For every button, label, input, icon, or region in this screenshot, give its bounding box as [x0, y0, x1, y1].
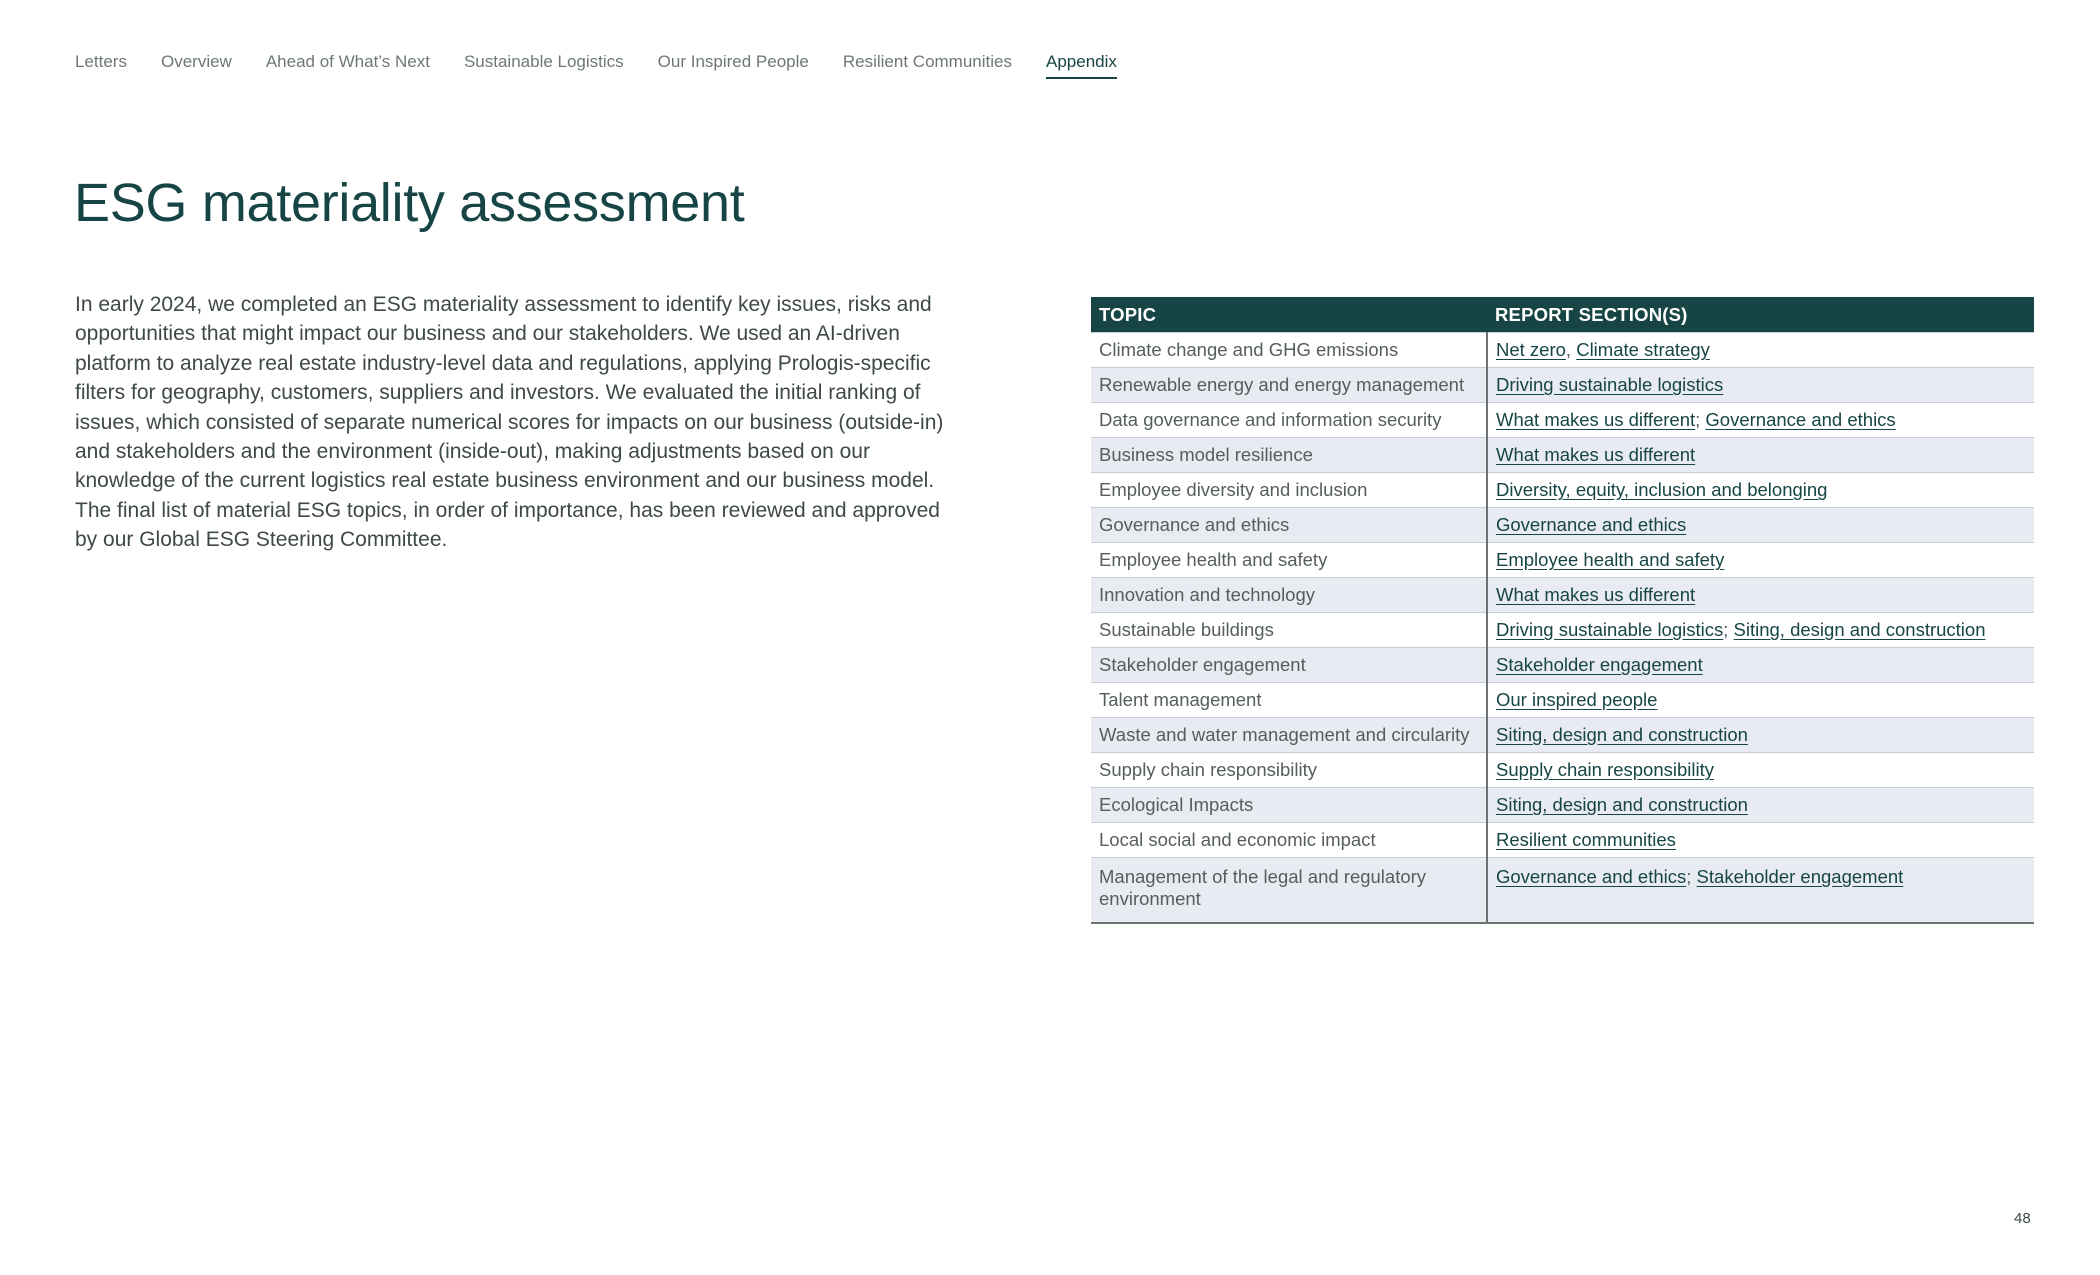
topic-cell: Data governance and information security: [1091, 403, 1487, 438]
report-section-link[interactable]: What makes us different: [1496, 409, 1696, 430]
report-section-cell: [1487, 368, 2034, 403]
report-section-cell: [1487, 648, 2034, 683]
table-header-row: [1091, 297, 2034, 333]
report-section-link[interactable]: Climate strategy: [1576, 339, 1710, 360]
report-sections-column-header: REPORT SECTION(S): [1487, 297, 2034, 333]
report-section-cell: [1487, 753, 2034, 788]
report-section-link[interactable]: Employee health and safety: [1496, 549, 1725, 570]
topic-cell: Business model resilience: [1091, 438, 1487, 473]
table-row: [1091, 613, 2034, 648]
topic-cell: Sustainable buildings: [1091, 613, 1487, 648]
table-row: [1091, 683, 2034, 718]
topic-cell: Management of the legal and regulatory environment: [1091, 858, 1487, 924]
topic-cell: Talent management: [1091, 683, 1487, 718]
table-row: [1091, 648, 2034, 683]
report-section-link[interactable]: Driving sustainable logistics: [1496, 374, 1724, 395]
report-section-cell: [1487, 683, 2034, 718]
intro-paragraph: In early 2024, we completed an ESG materiality assessment to identify key issues, risks and opportunities that might impact our business and our stakeholders. We used an AI-driven platform to analyze real estate industry-level data and regulations, applying Prologis-specific filters for geography, customers, suppliers and investors. We evaluated the initial ranking of issues, which consisted of separate numerical scores for impacts on our business (outside-in) and stakeholders and the environment (inside-out), making adjustments based on our knowledge of the current logistics real estate business environment and our business model. The final list of material ESG topics, in order of importance, has been reviewed and approved by our Global ESG Steering Committee.: [75, 293, 944, 552]
table-row: [1091, 823, 2034, 858]
report-section-cell: [1487, 613, 2034, 648]
nav-ahead-of-whats-next[interactable]: Ahead of What’s Next: [265, 52, 430, 71]
table-row: [1091, 578, 2034, 613]
table-body: [1091, 333, 2034, 924]
table-row: [1091, 543, 2034, 578]
topic-cell: Supply chain responsibility: [1091, 753, 1487, 788]
materiality-table: [1091, 297, 2034, 924]
nav-appendix[interactable]: Appendix: [1046, 52, 1117, 79]
report-section-link[interactable]: Driving sustainable logistics: [1496, 619, 1724, 640]
table-row: [1091, 508, 2034, 543]
report-section-cell: [1487, 473, 2034, 508]
report-section-link[interactable]: Stakeholder engagement: [1696, 866, 1904, 887]
topic-cell: Employee diversity and inclusion: [1091, 473, 1487, 508]
report-section-link[interactable]: Resilient communities: [1496, 829, 1676, 850]
topic-cell: Local social and economic impact: [1091, 823, 1487, 858]
report-section-link[interactable]: What makes us different: [1496, 444, 1696, 465]
table-row: [1091, 438, 2034, 473]
table-row: [1091, 368, 2034, 403]
table-row: [1091, 333, 2034, 368]
report-section-cell: [1487, 823, 2034, 858]
report-section-link[interactable]: Net zero: [1496, 339, 1566, 360]
page-number: 48: [2014, 1210, 2031, 1227]
report-section-cell: [1487, 438, 2034, 473]
report-section-cell: [1487, 403, 2034, 438]
report-section-cell: [1487, 718, 2034, 753]
table-row: [1091, 788, 2034, 823]
nav-sustainable-logistics[interactable]: Sustainable Logistics: [463, 52, 624, 71]
nav-overview[interactable]: Overview: [160, 52, 232, 71]
report-section-cell: [1487, 543, 2034, 578]
report-section-link[interactable]: Siting, design and construction: [1496, 724, 1748, 745]
report-section-link[interactable]: Supply chain responsibility: [1496, 759, 1715, 780]
report-section-cell: [1487, 578, 2034, 613]
topic-cell: Ecological Impacts: [1091, 788, 1487, 823]
report-section-cell: [1487, 788, 2034, 823]
table-row: [1091, 753, 2034, 788]
nav-our-inspired-people[interactable]: Our Inspired People: [657, 52, 809, 71]
nav-resilient-communities[interactable]: Resilient Communities: [842, 52, 1012, 71]
report-section-link[interactable]: What makes us different: [1496, 584, 1696, 605]
table-row: [1091, 718, 2034, 753]
topic-cell: Climate change and GHG emissions: [1091, 333, 1487, 368]
topic-cell: Innovation and technology: [1091, 578, 1487, 613]
topic-cell: Governance and ethics: [1091, 508, 1487, 543]
report-section-link[interactable]: Our inspired people: [1496, 689, 1658, 710]
table-row: [1091, 858, 2034, 924]
report-section-link[interactable]: Siting, design and construction: [1733, 619, 1986, 640]
report-section-link[interactable]: Governance and ethics: [1496, 514, 1687, 535]
topic-cell: Employee health and safety: [1091, 543, 1487, 578]
report-section-link[interactable]: Diversity, equity, inclusion and belonging: [1496, 479, 1828, 500]
link-separator: ;: [1695, 409, 1706, 430]
page-title: ESG materiality assessment: [74, 173, 745, 233]
nav-letters[interactable]: Letters: [75, 52, 127, 71]
report-section-cell: [1487, 508, 2034, 543]
report-section-cell: [1487, 333, 2034, 368]
link-separator: ;: [1723, 619, 1734, 640]
table-row: [1091, 473, 2034, 508]
topic-column-header: TOPIC: [1091, 297, 1487, 333]
report-section-link[interactable]: Siting, design and construction: [1496, 794, 1748, 815]
top-navigation: [75, 52, 1117, 79]
topic-cell: Waste and water management and circularity: [1091, 718, 1487, 753]
report-section-link[interactable]: Stakeholder engagement: [1496, 654, 1703, 675]
link-separator: ;: [1686, 866, 1697, 887]
topic-cell: Stakeholder engagement: [1091, 648, 1487, 683]
report-section-cell: [1487, 858, 2034, 924]
link-separator: ,: [1565, 339, 1577, 360]
table-row: [1091, 403, 2034, 438]
report-section-link[interactable]: Governance and ethics: [1705, 409, 1896, 430]
report-section-link[interactable]: Governance and ethics: [1496, 866, 1687, 887]
topic-cell: Renewable energy and energy management: [1091, 368, 1487, 403]
